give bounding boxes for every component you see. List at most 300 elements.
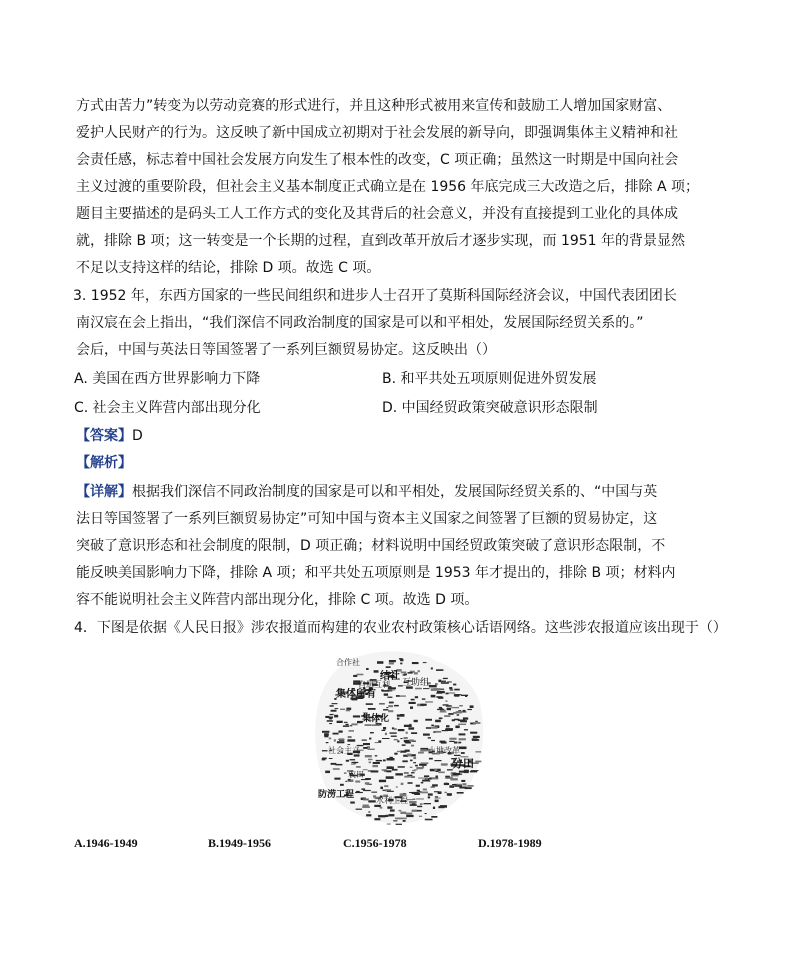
- word-speckle: [425, 819, 433, 821]
- word-speckle: [407, 754, 412, 756]
- word-speckle: [454, 719, 459, 721]
- word-speckle: [429, 685, 437, 687]
- word-speckle: [411, 745, 414, 747]
- word-speckle: [333, 769, 340, 770]
- word-speckle: [379, 780, 386, 783]
- word-speckle: [401, 672, 407, 674]
- word-speckle: [332, 703, 338, 704]
- word-speckle: [333, 733, 339, 735]
- word-speckle: [413, 762, 416, 763]
- word-speckle: [365, 724, 372, 726]
- q3-detail-line: 法日等国签署了一系列巨额贸易协定”可知中国与资本主义国家之间签署了巨额的贸易协定，这: [76, 511, 658, 527]
- word-speckle: [415, 688, 422, 690]
- q3-option-c: C. 社会主义阵营内部出现分化: [74, 400, 261, 416]
- word-speckle: [433, 807, 435, 809]
- word-speckle: [442, 730, 448, 731]
- word-speckle: [459, 733, 466, 735]
- word-speckle: [386, 666, 391, 668]
- word-speckle: [420, 804, 423, 805]
- word-speckle: [445, 792, 448, 793]
- word-speckle: [456, 726, 460, 728]
- word-speckle: [476, 751, 482, 752]
- word-speckle: [404, 737, 408, 738]
- word-speckle: [366, 814, 371, 816]
- word-speckle: [400, 812, 406, 814]
- word-speckle: [400, 663, 402, 665]
- word-speckle: [458, 742, 461, 744]
- word-speckle: [404, 674, 407, 676]
- word-speckle: [351, 764, 356, 765]
- word-speckle: [395, 773, 403, 775]
- word-speckle: [448, 794, 451, 796]
- word-speckle: [322, 750, 328, 751]
- word-speckle: [375, 755, 378, 756]
- word-speckle: [449, 785, 454, 788]
- word-speckle: [453, 684, 456, 686]
- figure-label: 社会主义: [328, 746, 360, 755]
- word-speckle: [410, 804, 417, 806]
- word-speckle: [350, 759, 356, 760]
- word-speckle: [368, 811, 370, 812]
- word-speckle: [426, 727, 431, 729]
- word-speckle: [465, 787, 472, 789]
- figure-label: 集体所有: [336, 689, 376, 700]
- word-speckle: [451, 707, 459, 708]
- q3-option-a: A. 美国在西方世界影响力下降: [74, 371, 261, 387]
- word-speckle: [425, 777, 428, 779]
- word-speckle: [424, 803, 432, 804]
- word-speckle: [343, 725, 349, 727]
- word-speckle: [403, 820, 406, 822]
- word-speckle: [418, 752, 424, 754]
- word-speckle: [444, 783, 448, 785]
- word-speckle: [402, 760, 407, 762]
- word-speckle: [439, 718, 443, 720]
- word-speckle: [372, 724, 380, 726]
- word-speckle: [386, 707, 388, 708]
- word-speckle: [385, 815, 388, 817]
- word-speckle: [459, 738, 466, 740]
- word-speckle: [447, 708, 451, 711]
- word-speckle: [435, 720, 441, 723]
- word-speckle: [470, 771, 477, 772]
- word-speckle: [454, 694, 460, 696]
- word-speckle: [424, 775, 429, 777]
- figure-label: 土地改革: [428, 746, 460, 755]
- word-speckle: [419, 816, 422, 817]
- word-speckle: [346, 760, 349, 762]
- word-speckle: [438, 806, 444, 808]
- q3-analysis: [76, 453, 132, 473]
- word-speckle: [449, 738, 456, 740]
- word-speckle: [460, 720, 467, 722]
- word-speckle: [404, 772, 409, 774]
- word-speckle: [355, 781, 360, 783]
- word-speckle: [449, 692, 456, 693]
- word-speckle: [406, 815, 413, 817]
- word-speckle: [400, 659, 403, 661]
- word-speckle: [368, 708, 376, 710]
- word-speckle: [348, 736, 352, 738]
- word-speckle: [406, 732, 408, 734]
- word-speckle: [425, 719, 432, 721]
- word-speckle: [325, 771, 330, 774]
- word-speckle: [408, 727, 414, 729]
- word-speckle: [388, 705, 393, 707]
- word-speckle: [433, 732, 435, 733]
- word-speckle: [421, 762, 429, 764]
- word-speckle: [334, 715, 338, 718]
- word-speckle: [458, 724, 466, 725]
- word-speckle: [454, 785, 462, 787]
- q3-option-d: D. 中国经贸政策突破意识形态限制: [382, 400, 598, 416]
- word-speckle: [432, 784, 438, 786]
- word-speckle: [452, 784, 457, 785]
- word-speckle: [413, 799, 416, 801]
- figure-label: 结社: [380, 671, 400, 682]
- prev-explanation-line: 不足以支持这样的结论，排除 D 项。故选 C 项。: [76, 260, 381, 276]
- word-speckle: [377, 805, 382, 806]
- word-speckle: [356, 674, 363, 676]
- word-speckle: [387, 697, 392, 698]
- q4-stem: 4．下图是依据《人民日报》涉农报道而构建的农业农村政策核心话语网络。这些涉农报道应该出现于（）: [74, 620, 727, 636]
- prev-explanation-line: 方式由苦力”转变为以劳动竞赛的形式进行，并且这种形式被用来宣传和鼓励工人增加国家财富、: [76, 98, 672, 114]
- answer-value: D: [132, 428, 143, 444]
- word-speckle: [348, 744, 351, 745]
- word-speckle: [340, 784, 344, 786]
- word-speckle: [459, 705, 463, 707]
- word-speckle: [409, 792, 414, 793]
- word-speckle: [363, 805, 369, 807]
- word-speckle: [410, 760, 412, 762]
- word-speckle: [329, 718, 332, 720]
- word-speckle: [435, 800, 439, 803]
- word-speckle: [428, 737, 431, 738]
- word-speckle: [454, 689, 459, 691]
- word-speckle: [327, 720, 333, 722]
- word-speckle: [467, 785, 473, 787]
- word-speckle: [396, 786, 398, 787]
- word-speckle: [373, 762, 380, 764]
- detail-text: 根据我们深信不同政治制度的国家是可以和平相处，发展国际经贸关系的、“中国与英: [132, 484, 658, 500]
- word-speckle: [431, 816, 437, 818]
- word-speckle: [440, 689, 444, 690]
- word-speckle: [417, 806, 422, 808]
- word-speckle: [366, 668, 369, 670]
- word-speckle: [400, 738, 402, 739]
- word-speckle: [349, 730, 355, 732]
- word-speckle: [387, 806, 392, 808]
- word-speckle: [366, 703, 373, 705]
- word-speckle: [350, 802, 355, 804]
- figure-label: 水利工程: [376, 796, 408, 805]
- word-speckle: [356, 809, 363, 810]
- word-speckle: [374, 818, 380, 820]
- word-speckle: [389, 662, 394, 664]
- word-speckle: [414, 672, 418, 674]
- word-speckle: [416, 798, 424, 799]
- word-speckle: [362, 740, 367, 741]
- word-speckle: [418, 670, 420, 672]
- word-speckle: [439, 681, 446, 682]
- word-speckle: [457, 792, 464, 794]
- word-speckle: [431, 725, 434, 726]
- word-speckle: [387, 791, 394, 792]
- word-speckle: [380, 787, 383, 790]
- word-speckle: [420, 792, 428, 794]
- word-speckle: [334, 778, 340, 780]
- prev-explanation-line: 就，排除 B 项；这一转变是一个长期的过程，直到改革开放后才逐步实现，而 1951 年的背景显然: [76, 233, 686, 249]
- word-speckle: [438, 772, 445, 774]
- word-speckle: [353, 715, 360, 717]
- word-speckle: [384, 693, 388, 695]
- word-speckle: [475, 761, 481, 763]
- word-speckle: [399, 810, 402, 812]
- word-speckle: [396, 695, 400, 697]
- word-speckle: [383, 727, 386, 730]
- word-speckle: [414, 769, 417, 770]
- word-speckle: [411, 772, 415, 773]
- word-speckle: [390, 687, 396, 689]
- word-speckle: [322, 731, 329, 733]
- word-speckle: [415, 765, 418, 767]
- figure-label: 分田: [452, 757, 474, 770]
- word-speckle: [409, 739, 414, 741]
- detail-tag: 【详解】: [76, 484, 132, 500]
- word-speckle: [435, 796, 438, 797]
- word-speckle: [416, 785, 420, 787]
- word-speckle: [416, 767, 423, 769]
- word-speckle: [375, 742, 379, 743]
- word-speckle: [397, 740, 399, 742]
- word-speckle: [389, 757, 393, 758]
- word-speckle: [459, 771, 465, 772]
- word-speckle: [410, 707, 413, 709]
- word-speckle: [412, 662, 419, 664]
- word-speckle: [471, 770, 479, 771]
- word-speckle: [390, 809, 395, 811]
- word-speckle: [389, 702, 394, 704]
- word-speckle: [441, 763, 448, 765]
- word-speckle: [423, 662, 427, 663]
- word-speckle: [473, 736, 480, 738]
- word-speckle: [409, 801, 417, 804]
- q3-stem-line: 3. 1952 年，东西方国家的一些民间组织和进步人士召开了莫斯科国际经济会议，中国代表团团长: [73, 288, 677, 304]
- word-speckle: [395, 818, 403, 820]
- answer-tag: 【答案】: [76, 428, 132, 444]
- word-speckle: [412, 810, 417, 812]
- word-speckle: [394, 739, 398, 741]
- word-speckle: [378, 740, 381, 742]
- word-speckle: [351, 723, 357, 725]
- word-speckle: [376, 760, 382, 762]
- q3-detail-line: 容不能说明社会主义阵营内部出现分化，排除 C 项。故选 D 项。: [76, 592, 479, 608]
- word-speckle: [391, 736, 397, 737]
- word-speckle: [392, 769, 398, 771]
- word-speckle: [431, 668, 433, 670]
- word-speckle: [465, 695, 467, 697]
- word-speckle: [383, 709, 388, 710]
- word-speckle: [369, 762, 372, 764]
- word-speckle: [431, 740, 435, 741]
- word-speckle: [394, 705, 399, 707]
- word-speckle: [368, 759, 373, 761]
- word-speckle: [365, 755, 372, 757]
- word-speckle: [331, 710, 337, 712]
- word-speckle: [335, 708, 339, 709]
- word-speckle: [389, 660, 396, 662]
- word-speckle: [363, 743, 370, 745]
- word-speckle: [399, 658, 403, 659]
- word-speckle: [346, 708, 351, 710]
- word-speckle: [363, 798, 369, 799]
- figure-label: 合作社: [336, 658, 360, 667]
- word-speckle: [368, 749, 375, 750]
- word-speckle: [398, 729, 405, 731]
- word-speckle: [387, 758, 395, 761]
- prev-explanation-line: 主义过渡的重要阶段，但社会主义基本制度正式确立是在 1956 年底完成三大改造之后，排除 A 项；: [76, 179, 700, 195]
- figure-label: 自愿互利: [358, 680, 390, 689]
- word-speckle: [417, 790, 420, 792]
- word-speckle: [463, 710, 466, 712]
- word-speckle: [387, 767, 394, 770]
- word-speckle: [428, 796, 430, 798]
- word-speckle: [374, 670, 379, 673]
- word-speckle: [405, 742, 409, 743]
- word-speckle: [337, 741, 345, 743]
- word-speckle: [422, 698, 426, 699]
- word-speckle: [377, 661, 383, 664]
- word-speckle: [347, 739, 355, 741]
- word-speckle: [410, 767, 413, 768]
- word-speckle: [446, 693, 449, 695]
- word-speckle: [335, 764, 342, 766]
- word-speckle: [350, 725, 353, 726]
- word-speckle: [363, 747, 367, 749]
- word-speckle: [449, 687, 452, 689]
- word-speckle: [340, 709, 345, 710]
- word-speckle: [390, 732, 397, 733]
- word-speckle: [326, 742, 329, 743]
- word-speckle: [425, 701, 433, 702]
- word-speckle: [453, 773, 461, 775]
- word-speckle: [435, 798, 441, 799]
- q4-option-a: A.1946-1949: [74, 836, 138, 850]
- word-speckle: [431, 727, 437, 729]
- word-speckle: [394, 728, 397, 730]
- q3-stem-line: 南汉宸在会上指出，“我们深信不同政治制度的国家是可以和平相处，发展国际经贸关系的。”: [76, 315, 644, 331]
- q3-detail-line: [76, 482, 657, 502]
- word-speckle: [338, 739, 344, 740]
- figure-label: 互助组: [402, 678, 430, 688]
- word-speckle: [448, 713, 453, 715]
- word-speckle: [362, 807, 370, 808]
- word-speckle: [337, 721, 343, 723]
- q3-detail-line: 能反映美国影响力下降，排除 A 项；和平共处五项原则是 1953 年才提出的，排除 B 项；材料内: [76, 565, 676, 581]
- word-speckle: [434, 769, 437, 771]
- word-speckle: [470, 732, 477, 734]
- word-speckle: [356, 766, 361, 767]
- figure-label: 集体化: [362, 714, 390, 724]
- word-speckle: [368, 770, 375, 771]
- word-speckle: [370, 732, 374, 733]
- word-speckle: [428, 793, 433, 795]
- word-speckle: [385, 733, 387, 735]
- word-speckle: [423, 734, 430, 736]
- prev-explanation-line: 题目主要描述的是码头工人工作方式的变化及其背后的社会意义，并没有直接提到工业化的具体成: [76, 206, 678, 222]
- word-speckle: [421, 782, 424, 784]
- word-speckle: [423, 765, 426, 766]
- q3-detail-line: 突破了意识形态和社会制度的限制，D 项正确；材料说明中国经贸政策突破了意识形态限制，不: [76, 538, 666, 554]
- word-speckle: [428, 780, 430, 781]
- word-speckle: [445, 776, 450, 778]
- word-speckle: [393, 820, 397, 821]
- word-network-svg: [308, 645, 488, 830]
- word-speckle: [388, 814, 394, 816]
- word-speckle: [402, 744, 406, 746]
- word-speckle: [472, 738, 478, 740]
- word-speckle: [464, 729, 468, 730]
- word-speckle: [404, 776, 410, 778]
- word-speckle: [384, 785, 388, 787]
- word-speckle: [388, 710, 393, 712]
- q4-option-d: D.1978-1989: [478, 836, 542, 850]
- word-speckle: [322, 758, 326, 760]
- word-speckle: [372, 765, 378, 767]
- word-speckle: [461, 752, 465, 754]
- word-speckle: [429, 758, 433, 760]
- analysis-tag: 【解析】: [76, 455, 132, 471]
- word-speckle: [438, 791, 442, 794]
- word-speckle: [441, 682, 449, 684]
- word-speckle: [462, 783, 466, 785]
- q3-stem-line: 会后，中国与英法日等国签署了一系列巨额贸易协定。这反映出（）: [76, 342, 496, 358]
- word-speckle: [438, 697, 443, 699]
- word-speckle: [423, 688, 429, 689]
- word-speckle: [449, 741, 454, 742]
- word-speckle: [413, 757, 416, 759]
- word-speckle: [418, 778, 425, 779]
- word-speckle: [348, 779, 351, 781]
- word-speckle: [408, 782, 413, 784]
- word-speckle: [383, 760, 386, 762]
- word-speckle: [394, 753, 397, 755]
- word-speckle: [330, 714, 334, 715]
- word-speckle: [446, 725, 450, 727]
- word-speckle: [365, 782, 370, 784]
- word-speckle: [329, 738, 332, 740]
- word-speckle: [345, 781, 347, 782]
- word-speckle: [431, 695, 436, 698]
- word-speckle: [331, 763, 337, 765]
- word-speckle: [437, 691, 445, 693]
- word-speckle: [457, 714, 460, 715]
- word-speckle: [470, 705, 474, 708]
- prev-explanation-line: 爱护人民财产的行为。这反映了新中国成立初期对于社会发展的新导向，即强调集体主义精神和社: [76, 125, 678, 141]
- word-speckle: [431, 688, 439, 691]
- word-speckle: [361, 788, 365, 790]
- word-network-figure: [308, 645, 488, 830]
- word-speckle: [329, 723, 332, 724]
- word-speckle: [443, 678, 448, 679]
- word-speckle: [324, 733, 329, 736]
- q4-option-c: C.1956-1978: [343, 836, 407, 850]
- word-speckle: [397, 751, 401, 752]
- word-speckle: [404, 725, 412, 727]
- word-speckle: [400, 695, 406, 696]
- word-speckle: [380, 807, 383, 809]
- word-speckle: [365, 778, 370, 779]
